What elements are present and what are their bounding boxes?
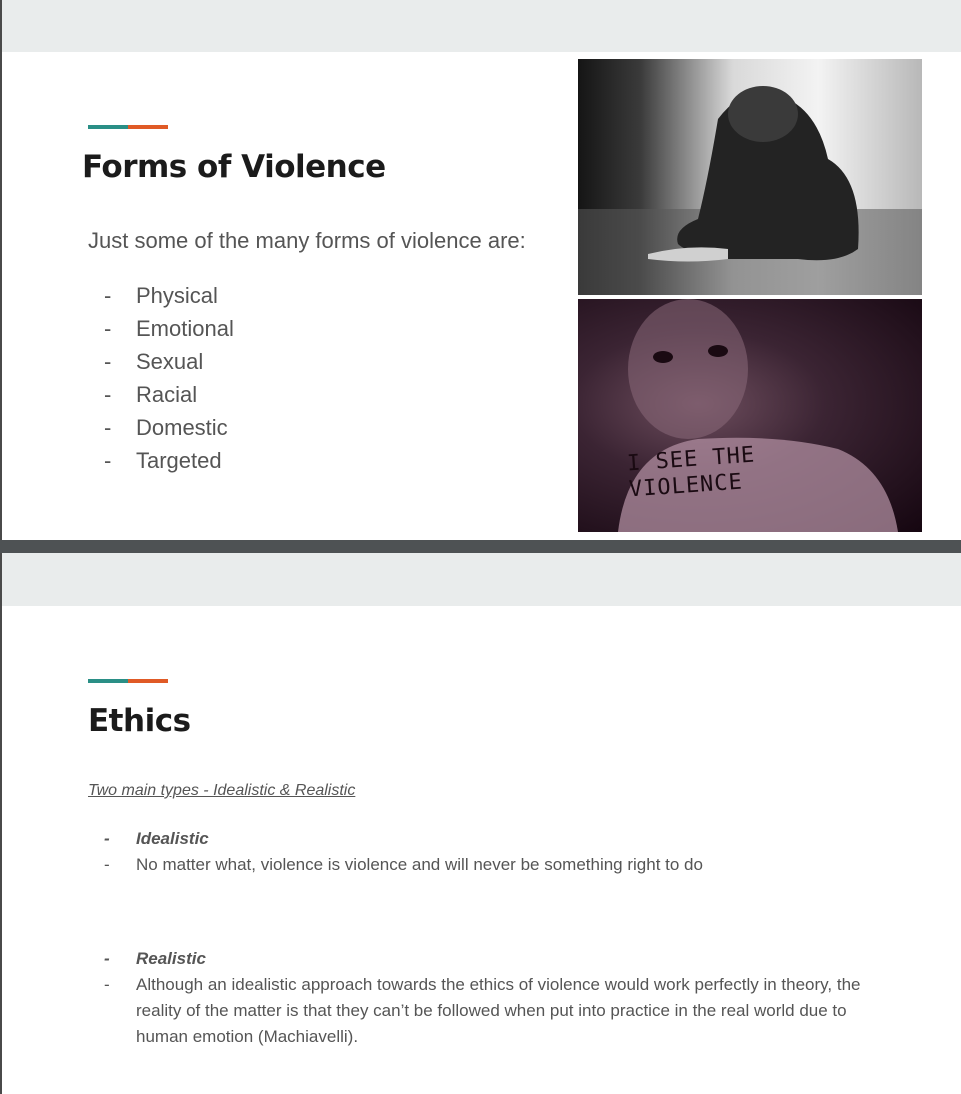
list-heading: - Idealistic (88, 826, 866, 852)
forms-list (88, 279, 234, 477)
list-heading: - Realistic (88, 946, 866, 972)
chest-caption (626, 443, 758, 504)
list-item: - Racial (88, 378, 234, 411)
slide-title: Forms of Violence (82, 149, 386, 185)
slide-gap (0, 553, 961, 606)
list-item: - Sexual (88, 345, 234, 378)
top-margin (0, 0, 961, 52)
slide-ethics[interactable] (0, 606, 961, 1094)
title-accent-bar (88, 679, 168, 683)
slide-title: Ethics (88, 703, 191, 739)
photo-illustration (578, 59, 922, 295)
list-item: - Emotional (88, 312, 234, 345)
list-item: - Physical (88, 279, 234, 312)
list-item: - No matter what, violence is violence and will never be something right to do (88, 852, 866, 878)
caption-line: VIOLENCE (628, 469, 744, 503)
caption-line: I SEE THE (626, 442, 756, 477)
intro-text: Just some of the many forms of violence are: (88, 228, 526, 253)
slide-separator (0, 540, 961, 553)
subtitle: Two main types - Idealistic & Realistic (88, 782, 356, 799)
sad-woman-photo[interactable] (578, 59, 922, 295)
idealistic-list (88, 826, 866, 878)
list-item: - Domestic (88, 411, 234, 444)
list-item: - Targeted (88, 444, 234, 477)
title-accent-bar (88, 125, 168, 129)
realistic-list (88, 946, 866, 1050)
child-photo[interactable] (578, 299, 922, 532)
list-item: - Although an idealistic approach towards the ethics of violence would work perfectly in theory, the reality of the matter is that they can’t be followed when put into practice in the real world due to human emotion (Machiavelli). (88, 972, 866, 1050)
